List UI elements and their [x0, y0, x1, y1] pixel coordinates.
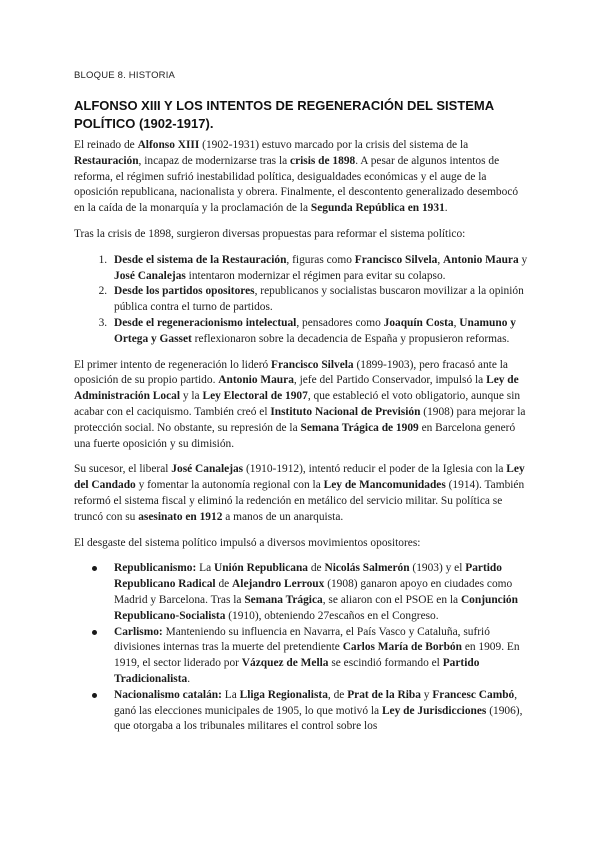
canalejas-paragraph: Su sucesor, el liberal José Canalejas (1910-1912), intentó reducir el poder de la Iglesia con la Ley del Candado y fomentar la autonomía regional con la Ley de Mancomunidades (1914). También reformó el sistema fiscal y eliminó la redención en metálico del servicio militar. Su política se truncó con su asesinato en 1912 a manos de un anarquista. — [74, 463, 525, 523]
bullet-icon — [92, 566, 97, 571]
list-item: 3. Desde el regeneracionismo intelectual, pensadores como Joaquín Costa, Unamuno y Ortega y Gasset reflexionaron sobre la decadencia de España y propusieron reformas. — [110, 316, 530, 348]
list-item: Republicanismo: La Unión Republicana de Nicolás Salmerón (1903) y el Partido Republicano Radical de Alejandro Lerroux (1908) ganaron apoyo en ciudades como Madrid y Barcelona. Tras la Semana Trágica, se aliaron con el PSOE en la Conjunción Republicano-Socialista (1910), obteniendo 27escaños en el Congreso. — [110, 561, 530, 624]
proposals-intro: Tras la crisis de 1898, surgieron diversas propuestas para reformar el sistema político: — [74, 227, 466, 240]
bullet-icon — [92, 630, 97, 635]
bullet-icon — [92, 693, 97, 698]
maura-paragraph: El primer intento de regeneración lo lideró Francisco Silvela (1899-1903), pero fracasó ante la oposición de su propio partido. Antonio Maura, jefe del Partido Conservador, impulsó la Ley de Administración Local y la Ley Electoral de 1907, que estableció el voto obligatorio, aunque sin acabar con el caciquismo. También creó el Instituto Nacional de Previsión (1908) para mejorar la protección social. No obstante, su represión de la Semana Trágica de 1909 en Barcelona generó una fuerte oposición y su dimisión. — [74, 358, 526, 450]
movements-intro: El desgaste del sistema político impulsó a diversos movimientos opositores: — [74, 536, 421, 549]
document-body — [74, 138, 530, 735]
list-item: Nacionalismo catalán: La Lliga Regionalista, de Prat de la Riba y Francesc Cambó, ganó las elecciones municipales de 1905, lo que motivó la Ley de Jurisdicciones (1906), que otorgaba a los tribunales militares el control sobre los — [110, 688, 530, 735]
proposals-list — [74, 253, 530, 348]
list-item: 1. Desde el sistema de la Restauración, figuras como Francisco Silvela, Antonio Maura y José Canalejas intentaron modernizar el régimen para evitar su colapso. — [110, 253, 530, 285]
list-item: Carlismo: Manteniendo su influencia en Navarra, el País Vasco y Cataluña, sufrió divisiones internas tras la muerte del pretendiente Carlos María de Borbón en 1909. En 1919, el sector liderado por Vázquez de Mella se escindió formando el Partido Tradicionalista. — [110, 625, 530, 688]
page-title: ALFONSO XIII Y LOS INTENTOS DE REGENERACIÓN DEL SISTEMA POLÍTICO (1902-1917). — [74, 98, 494, 131]
page-header: BLOQUE 8. HISTORIA — [74, 70, 176, 81]
list-item: 2. Desde los partidos opositores, republicanos y socialistas buscaron movilizar a la opinión pública contra el turno de partidos. — [110, 284, 530, 316]
movements-list — [74, 561, 530, 735]
intro-paragraph: El reinado de Alfonso XIII (1902-1931) estuvo marcado por la crisis del sistema de la Restauración, incapaz de modernizarse tras la crisis de 1898. A pesar de algunos intentos de reforma, el régimen sufrió inestabilidad política, desigualdades económicas y el auge de la oposición republicana, nacionalista y obrera. Finalmente, el descontento generalizado desembocó en la caída de la monarquía y la proclamación de la Segunda República en 1931. — [74, 139, 519, 215]
